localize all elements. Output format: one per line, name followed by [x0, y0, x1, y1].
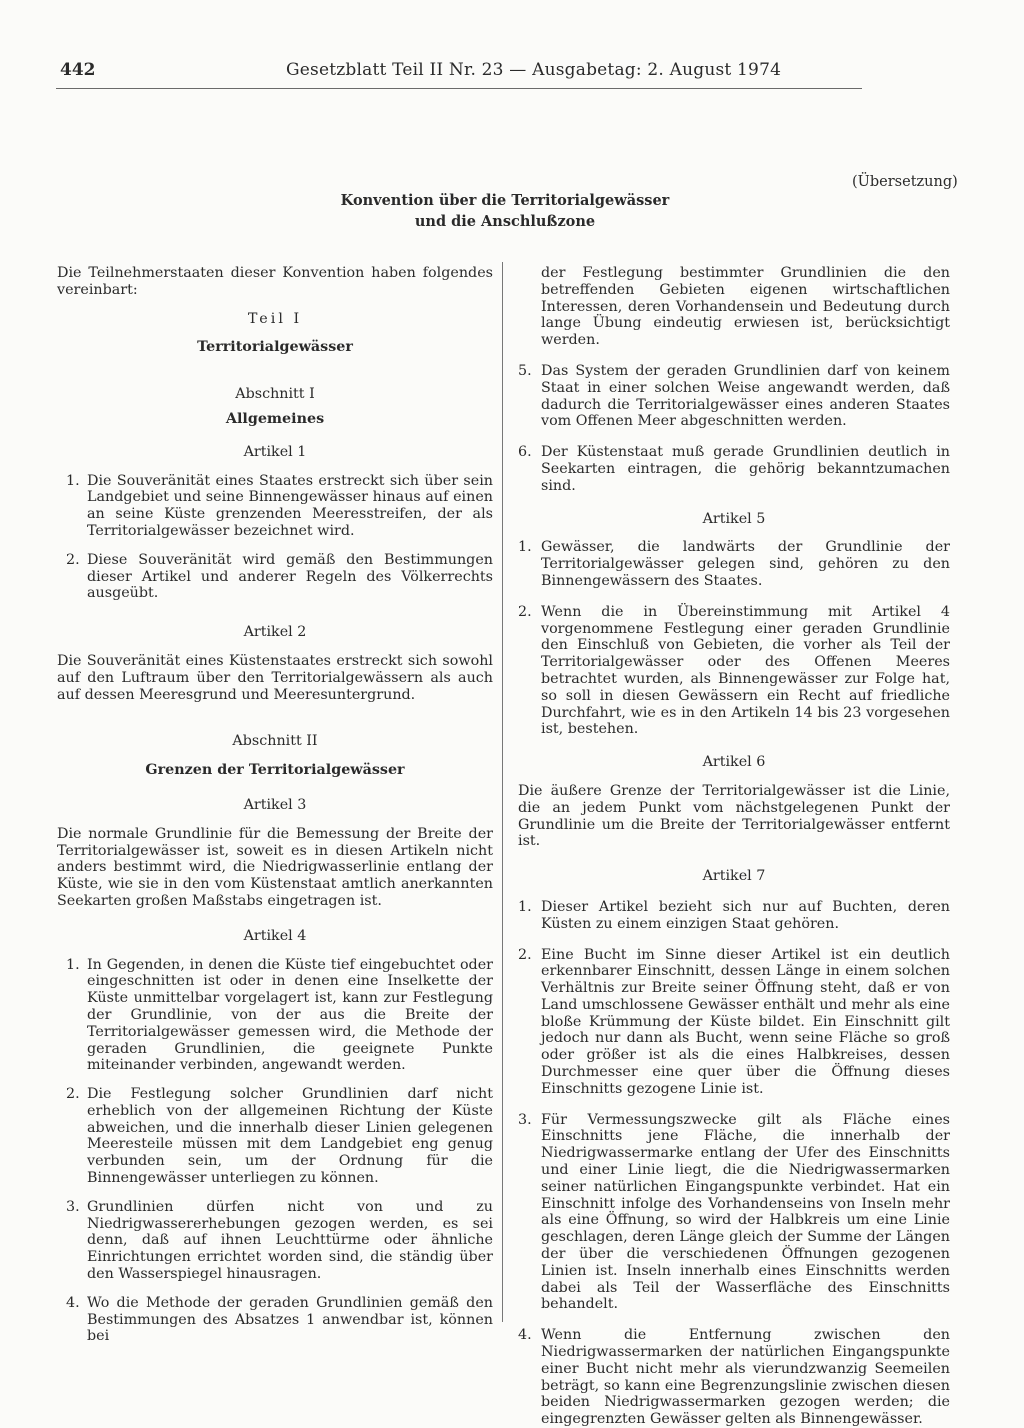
list-item — [57, 1199, 493, 1283]
item-number: 6. — [518, 444, 532, 461]
article-heading: Artikel 7 — [702, 868, 766, 885]
item-number: 2. — [518, 603, 532, 620]
article-heading: Artikel 4 — [243, 927, 307, 944]
article-heading: Artikel 1 — [243, 443, 307, 460]
document-title-line-2: und die Anschlußzone — [414, 213, 596, 230]
item-text: Gewässer, die landwärts der Grundlinie der Territorialgewässer gelegen sind, gehören zu den Binnengewässern des Staates. — [541, 539, 950, 589]
section-heading: Abschnitt I — [235, 386, 315, 403]
list-item — [518, 1327, 950, 1428]
article-heading: Artikel 5 — [702, 510, 766, 527]
right-column — [518, 265, 950, 1428]
item-number: 4. — [518, 1327, 532, 1344]
intro-paragraph: Die Teilnehmerstaaten dieser Konvention haben folgendes vereinbart: — [57, 265, 493, 298]
item-number: 3. — [66, 1198, 80, 1215]
article-heading: Artikel 3 — [243, 796, 307, 813]
section-heading: Abschnitt II — [232, 733, 318, 750]
left-column — [57, 265, 493, 1345]
item-text: Die Souveränität eines Staates erstreckt sich über sein Landgebiet und seine Binnengewässer hinaus auf einen an seine Küste grenzenden Meeresstreifen, der als Territorialgewässer bezeichnet wird. — [87, 472, 493, 539]
continued-paragraph: der Festlegung bestimmter Grundlinien die den betreffenden Gebieten eigenen wirtschaftlichen Interessen, deren Vorhandensein und Bedeutung durch lange Übung eindeutig erwiesen ist, berücksichtigt werden. — [541, 265, 950, 349]
translation-note: (Übersetzung) — [852, 174, 958, 190]
document-title — [280, 190, 730, 232]
part-heading: Teil I — [247, 310, 303, 327]
list-item — [518, 444, 950, 494]
list-item — [57, 957, 493, 1075]
list-item — [518, 1112, 950, 1314]
article-paragraph: Die Souveränität eines Küstenstaates erstreckt sich sowohl auf den Luftraum über den Territorialgewässern als auch auf dessen Meeresgrund und Meeresuntergrund. — [57, 652, 493, 703]
item-number: 1. — [518, 539, 532, 556]
list-item — [518, 947, 950, 1098]
list-item — [57, 1086, 493, 1187]
list-item — [57, 1295, 493, 1345]
article-heading: Artikel 6 — [702, 754, 766, 771]
item-number: 3. — [518, 1111, 532, 1128]
running-header: Gesetzblatt Teil II Nr. 23 — Ausgabetag: 2. August 1974 — [286, 60, 782, 80]
section-title: Grenzen der Territorialgewässer — [145, 762, 405, 779]
list-item — [518, 539, 950, 589]
item-number: 5. — [518, 362, 532, 379]
item-text: Eine Bucht im Sinne dieser Artikel ist ein deutlich erkennbarer Einschnitt, dessen Länge in einem solchen Verhältnis zur Breite seiner Öffnung steht, daß er von Land umschlossene Gewässer enthält und mehr als eine bloße Krümmung der Küste bildet. Ein Einschnitt gilt jedoch nur dann als Bucht, wenn seine Fläche so groß oder größer ist als die eines Halbkreises, dessen Durchmesser eine quer über die Öffnung dieses Einschnitts gezogene Linie ist. — [541, 946, 950, 1097]
item-text: Wo die Methode der geraden Grundlinien gemäß den Bestimmungen des Absatzes 1 anwendbar ist, können bei — [87, 1294, 493, 1345]
item-text: Dieser Artikel bezieht sich nur auf Buchten, deren Küsten zu einem einzigen Staat gehören. — [541, 898, 950, 932]
column-divider — [502, 262, 503, 1322]
article-heading: Artikel 2 — [243, 624, 307, 641]
item-text: In Gegenden, in denen die Küste tief eingebuchtet oder eingeschnitten ist oder in denen eine Inselkette der Küste unmittelbar vorgelagert ist, kann zur Festlegung der Grundlinie, von der aus die Breite der Territorialgewässer gemessen wird, die Methode der geraden Grundlinien, die geeignete Punkte miteinander verbinden, angewandt werden. — [87, 956, 493, 1074]
list-item — [518, 899, 950, 933]
item-number: 4. — [66, 1294, 80, 1311]
item-text: Wenn die Entfernung zwischen den Niedrigwassermarken der natürlichen Eingangspunkte einer Bucht nicht mehr als vierundzwanzig Seemeilen beträgt, so kann eine Begrenzungslinie zwischen diesen beiden Niedrigwassermarken gezogen werden; die eingegrenzten Gewässer gelten als Binnengewässer. — [541, 1327, 950, 1428]
item-text: Das System der geraden Grundlinien darf von keinem Staat in einer solchen Weise angewandt werden, daß dadurch die Territorialgewässer eines anderen Staates vom Offenen Meer abgeschnitten werden. — [541, 362, 950, 430]
part-title: Territorialgewässer — [197, 339, 353, 356]
item-number: 1. — [518, 898, 532, 915]
item-text: Für Vermessungszwecke gilt als Fläche eines Einschnitts jene Fläche, die innerhalb der Niedrigwassermarke entlang der Ufer des Einschnitts und einer Linie liegt, die die Niedrigwassermarken seiner natürlichen Eingangspunkte verbindet. Hat ein Einschnitt infolge des Vorhandenseins von Inseln mehr als eine Öffnung, so wird der Halbkreis um eine Linie geschlagen, deren Länge gleich der Summe der Längen der über die verschiedenen Öffnungen gezogenen Linien ist. Inseln innerhalb eines Einschnitts werden dabei als Teil der Wasserfläche des Einschnitts behandelt. — [541, 1111, 950, 1313]
list-item — [57, 473, 493, 540]
item-number: 2. — [66, 1086, 80, 1103]
item-text: Der Küstenstaat muß gerade Grundlinien deutlich in Seekarten eintragen, die gehörig bekanntzumachen sind. — [541, 444, 950, 494]
item-number: 2. — [66, 551, 80, 568]
list-item — [518, 363, 950, 430]
item-text: Diese Souveränität wird gemäß den Bestimmungen dieser Artikel und anderer Regeln des Völkerrechts ausgeübt. — [87, 551, 493, 602]
section-title: Allgemeines — [225, 410, 325, 427]
list-item — [57, 552, 493, 602]
item-text: Grundlinien dürfen nicht von und zu Niedrigwassererhebungen gezogen werden, es sei denn, daß auf ihnen Leuchttürme oder ähnliche Einrichtungen errichtet worden sind, die ständig über den Wasserspiegel hinausragen. — [87, 1198, 493, 1283]
item-number: 1. — [66, 956, 80, 973]
item-number: 2. — [518, 946, 532, 963]
list-item — [518, 604, 950, 738]
document-title-line-1: Konvention über die Territorialgewässer — [340, 192, 670, 209]
item-number: 1. — [66, 472, 80, 489]
header-rule — [56, 88, 862, 89]
item-text: Wenn die in Übereinstimmung mit Artikel 4 vorgenommene Festlegung einer geraden Grundlinie den Einschluß von Gebieten, die vorher als Teil der Territorialgewässer oder des Offenen Meeres betrachtet wurden, als Binnengewässer zur Folge hat, so soll in diesen Gewässern ein Recht auf friedliche Durchfahrt, wie es in den Artikeln 14 bis 23 vorgesehen ist, bestehen. — [541, 603, 950, 738]
article-paragraph: Die normale Grundlinie für die Bemessung der Breite der Territorialgewässer ist, soweit es in diesen Artikeln nicht anders bestimmt wird, die Niedrigwasserlinie entlang der Küste, wie sie in den vom Küstenstaat amtlich anerkannten Seekarten großen Maßstabs eingetragen ist. — [57, 825, 493, 909]
item-text: Die Festlegung solcher Grundlinien darf nicht erheblich von der allgemeinen Richtung der Küste abweichen, und die innerhalb dieser Linien gelegenen Meeresteile müssen mit dem Landgebiet eng genug verbunden sein, um der Ordnung für die Binnengewässer unterliegen zu können. — [87, 1086, 493, 1187]
article-paragraph: Die äußere Grenze der Territorialgewässer ist die Linie, die an jedem Punkt vom nächstgelegenen Punkt der Grundlinie um die Breite der Territorialgewässer entfernt ist. — [518, 782, 950, 850]
page-number: 442 — [60, 60, 96, 80]
